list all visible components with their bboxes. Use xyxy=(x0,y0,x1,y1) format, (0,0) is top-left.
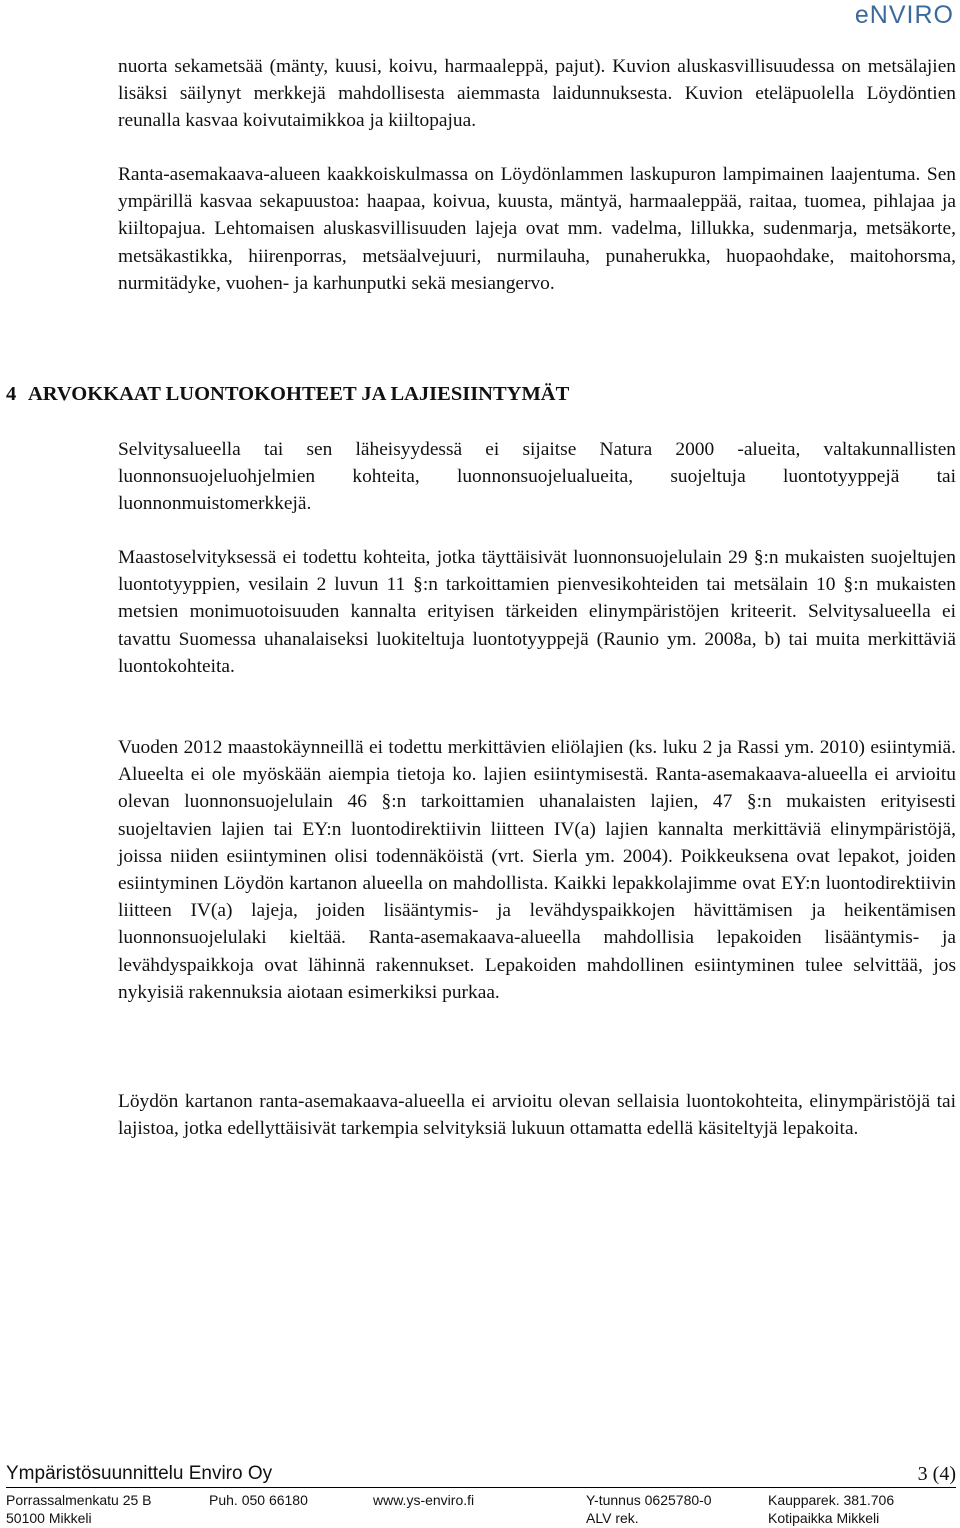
footer-info-row-1 xyxy=(6,1491,956,1509)
footer-info-row-2 xyxy=(6,1509,956,1527)
section-heading xyxy=(6,380,569,408)
footer-vat: ALV rek. xyxy=(586,1510,639,1526)
footer-street-address: Porrassalmenkatu 25 B xyxy=(6,1492,152,1508)
page-number: 3 (4) xyxy=(917,1463,956,1485)
footer-website-link[interactable]: www.ys-enviro.fi xyxy=(373,1492,475,1508)
paragraph-pond-description: Ranta-asemakaava-alueen kaakkoiskulmassa on Löydönlammen laskupuron lampimainen laajentuma. Sen ympärillä kasvaa sekapuustoa: haapaa, koivua, kuusta, mäntyä, harmaaleppää, raitaa, tuomea, pihlajaa ja kiiltopajua. Lehtomaisen aluskasvillisuuden lajeja ovat mm. vadelma, lillukka, sudenmarja, metsäkorte, metsäkastikka, hiirenporras, metsäalvejuuri, nurmilauha, punaherukka, huopaohdake, maitohorsma, nurmitädyke, vuohen- ja karhunputki sekä mesiangervo. xyxy=(118,164,956,294)
section-title: ARVOKKAAT LUONTOKOHTEET JA LAJIESIINTYMÄT xyxy=(28,383,570,405)
paragraph-protected-areas: Selvitysalueella tai sen läheisyydessä ei sijaitse Natura 2000 -alueita, valtakunnallisten luonnonsuojeluohjelmien kohteita, luonnonsuojelualueita, suojeltuja luontotyyppejä tai luonnonmuistomerkkejä. xyxy=(118,439,956,515)
footer-domicile: Kotipaikka Mikkeli xyxy=(768,1510,880,1526)
footer-divider xyxy=(6,1487,956,1488)
footer-city: 50100 Mikkeli xyxy=(6,1510,92,1526)
paragraph-conclusion: Löydön kartanon ranta-asemakaava-alueella ei arvioitu olevan sellaisia luontokohteita, elinympäristöjä tai lajistoa, jotka edellyttäisivät tarkempia selvityksiä lukuun ottamatta edellä käsiteltyjä lepakoita. xyxy=(118,1091,956,1140)
footer-company-name: Ympäristösuunnittelu Enviro Oy xyxy=(6,1463,273,1484)
section-number: 4 xyxy=(6,383,17,405)
enviro-logo: eNVIRO xyxy=(854,1,954,29)
footer-company-line xyxy=(6,1462,956,1486)
footer-trade-register: Kaupparek. 381.706 xyxy=(768,1492,895,1508)
paragraph-forest-description: nuorta sekametsää (mänty, kuusi, koivu, harmaaleppä, pajut). Kuvion aluskasvillisuudessa on metsälajien lisäksi säilynyt merkkejä mahdollisesta aiemmasta laidunnuksesta. Kuvion eteläpuolella Löydöntien reunalla kasvaa koivutaimikkoa ja kiiltopajua. xyxy=(118,56,956,132)
footer-phone: Puh. 050 66180 xyxy=(209,1492,308,1508)
paragraph-habitat-survey: Maastoselvityksessä ei todettu kohteita, jotka täyttäisivät luonnonsuojelulain 29 §:n mukaisten suojeltujen luontotyyppien, vesilain 2 luvun 11 §:n tarkoittamien pienvesikohteiden tai metsälain 10 §:n mukaisten metsien monimuotoisuuden kannalta erityisen tärkeiden elinympäristöjen kriteerit. Selvitysalueella ei tavattu Suomessa uhanalaiseksi luokiteltuja luontotyyppejä (Raunio ym. 2008a, b) tai muita merkittäviä luontokohteita. xyxy=(118,547,956,677)
footer-business-id: Y-tunnus 0625780-0 xyxy=(586,1492,712,1508)
paragraph-species-survey: Vuoden 2012 maastokäynneillä ei todettu merkittävien eliölajien (ks. luku 2 ja Rassi ym. 2010) esiintymiä. Alueelta ei ole myöskään aiempia tietoja ko. lajien esiintymisestä. Ranta-asemakaava-alueella ei arvioitu olevan luonnonsuojelulain 46 §:n tarkoittamien uhanalaisten lajien, 47 §:n mukaisten erityisesti suojeltavien lajien tai EY:n luontodirektiivin liitteen IV(a) lajien kannalta merkittäviä elinympäristöjä, joissa niiden esiintyminen olisi todennäköistä (vrt. Sierla ym. 2004). Poikkeuksena ovat lepakot, joiden esiintyminen Löydön kartanon alueella on mahdollista. Kaikki lepakkolajimme ovat EY:n luontodirektiivin liitteen IV(a) lajeja, joiden lisääntymis- ja levähdyspaikkojen hävittämisen ja heikentämisen luonnonsuojelulaki kieltää. Ranta-asemakaava-alueella mahdollisia lepakoiden lisääntymis- ja levähdyspaikkoja ovat lähinnä rakennukset. Lepakoiden mahdollinen esiintyminen tulee selvittää, jos nykyisiä rakennuksia aiotaan esimerkiksi purkaa. xyxy=(118,737,956,1003)
